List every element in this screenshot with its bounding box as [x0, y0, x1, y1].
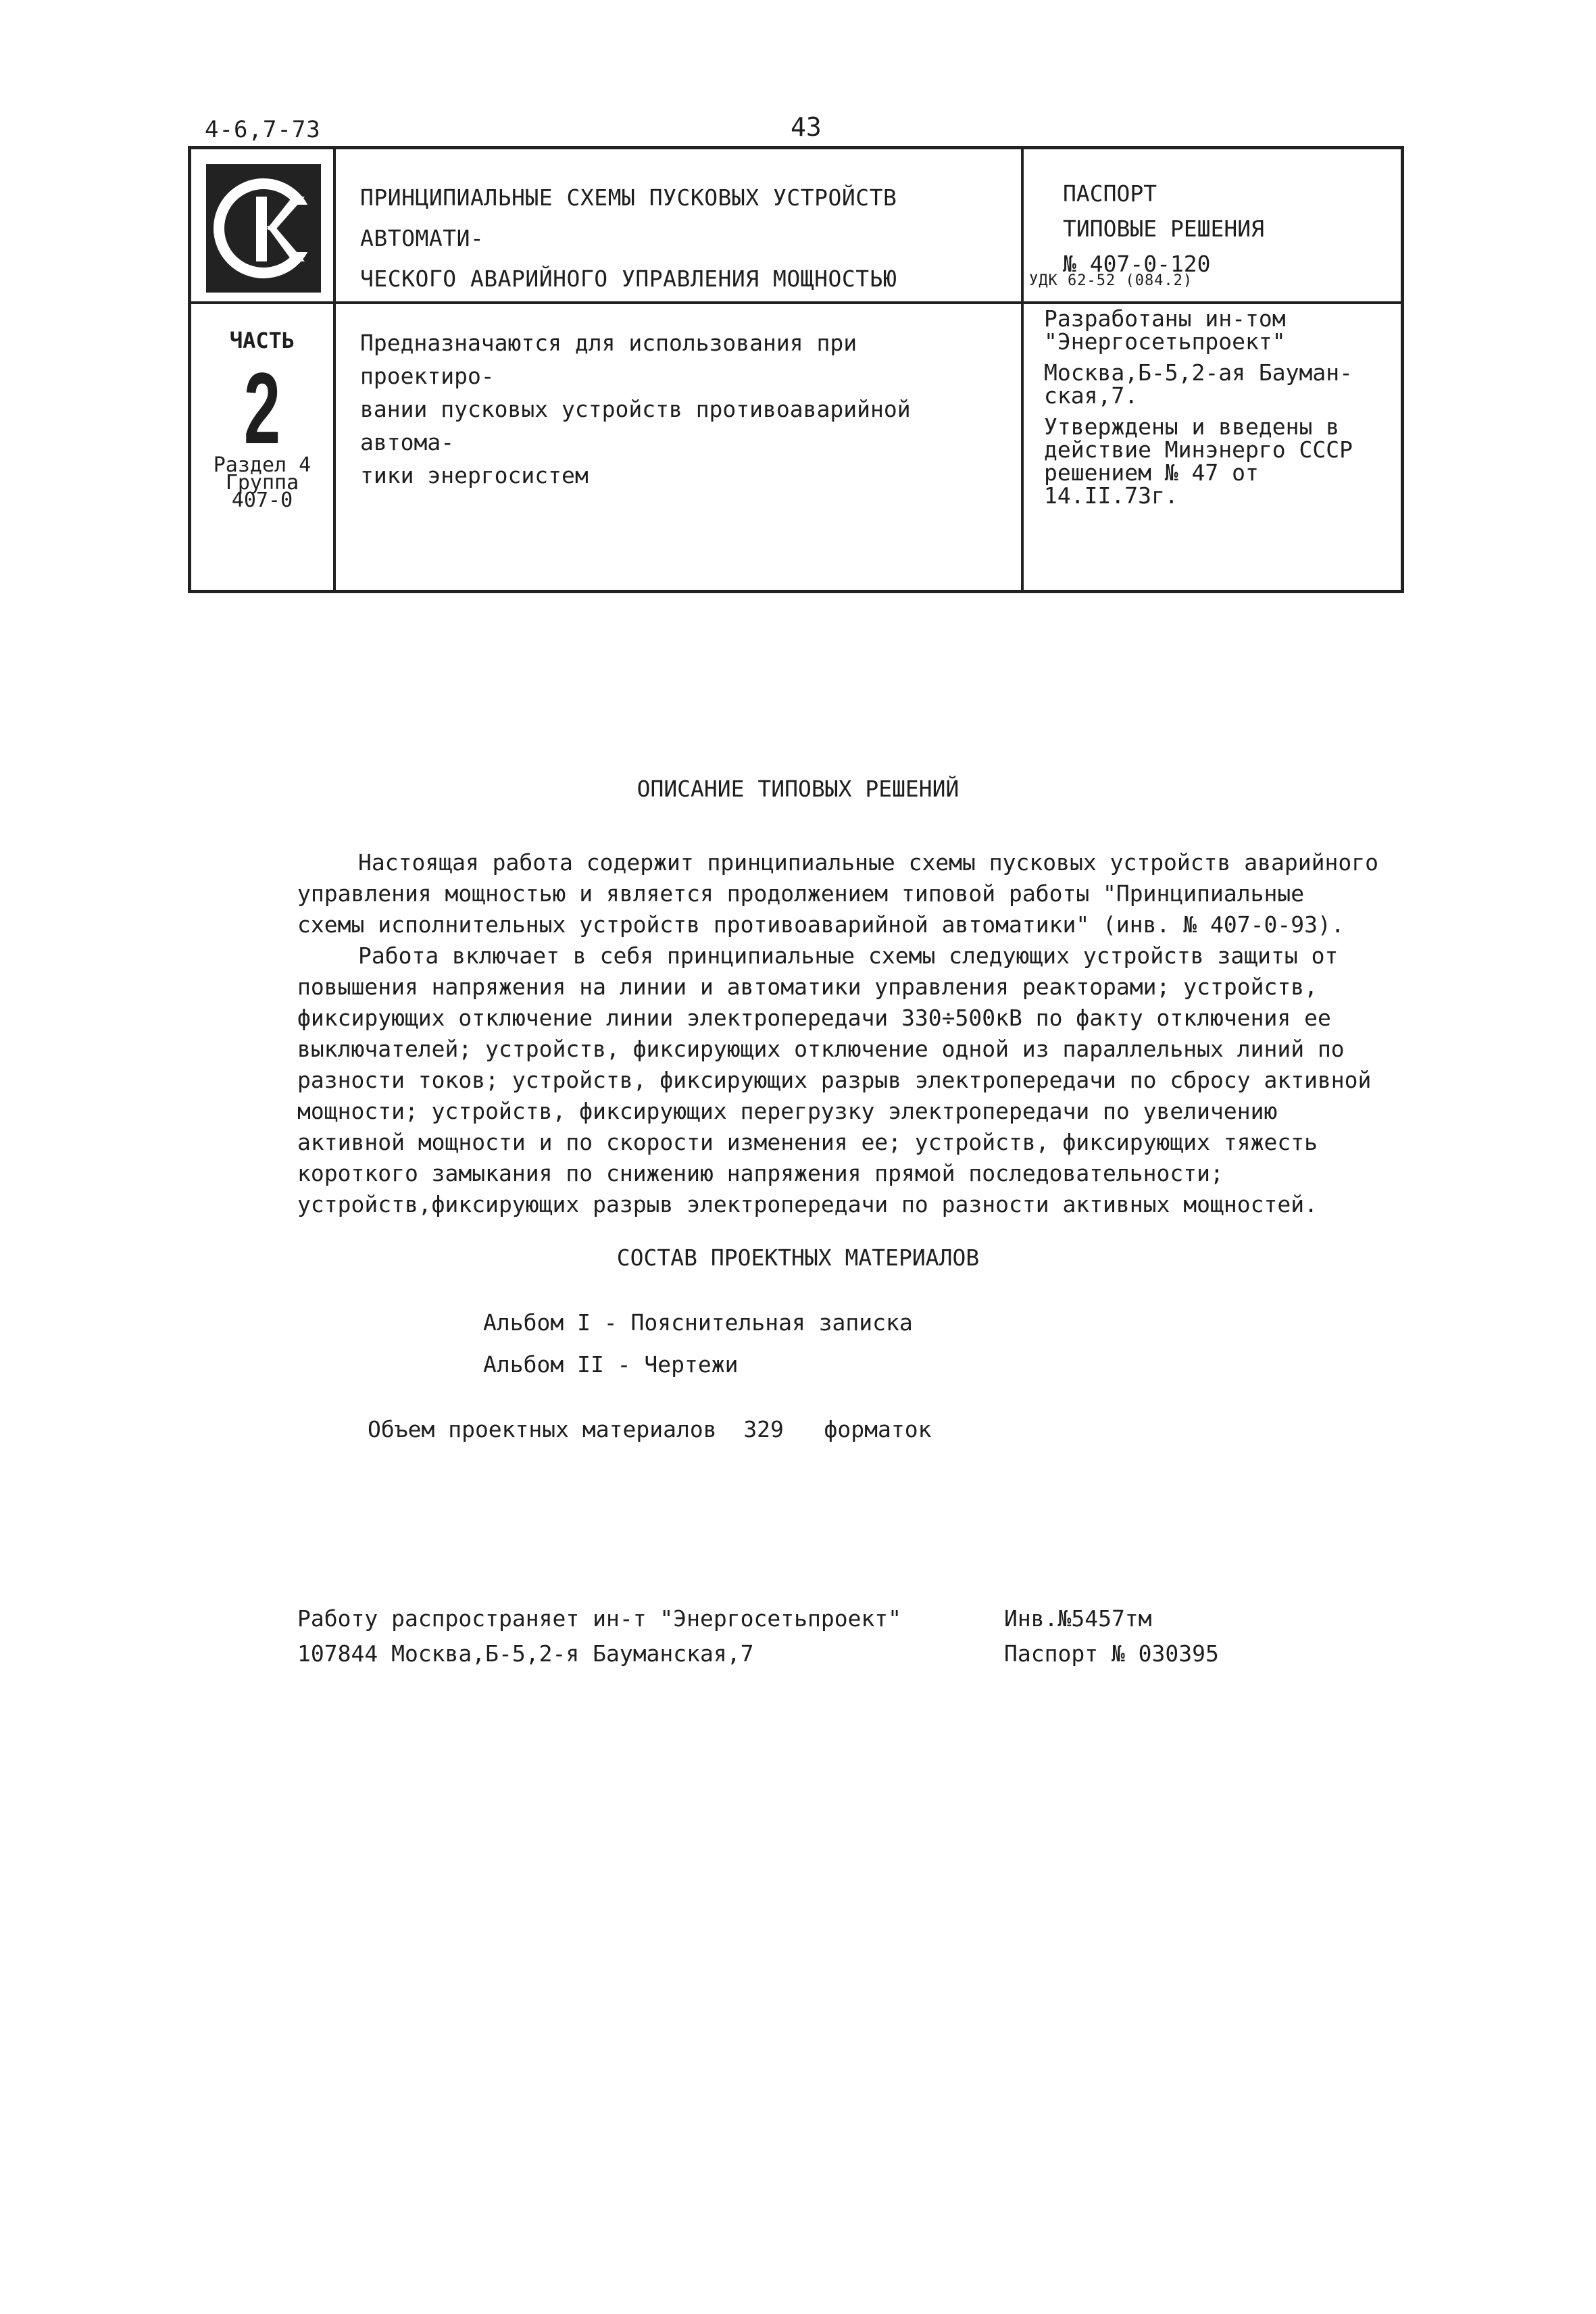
approval-info: действие Минэнерго СССР	[1044, 436, 1353, 463]
approval-info: решением № 47 от 14.II.73г.	[1044, 459, 1259, 509]
title-line: ПРИНЦИПИАЛЬНЫЕ СХЕМЫ ПУСКОВЫХ УСТРОЙСТВ АВТОМАТИ-	[360, 184, 897, 251]
purpose-line: вании пусковых устройств противоаварийной автома-	[360, 396, 911, 455]
passport-table	[188, 146, 1404, 593]
paragraph: Настоящая работа содержит принципиальные схемы пусковых устройств аварийного управления мощностью и является продолжением типовой работы "Принципиальные схемы исполнительных устройств противоаварийной автоматики" (инв. № 407-0-93).	[297, 849, 1378, 938]
inventory-number: Инв.№5457тм	[1004, 1605, 1152, 1632]
table-divider	[1021, 149, 1024, 590]
volume-label: Объем проектных материалов	[368, 1416, 717, 1442]
developer-address: Москва,Б-5,2-ая Бауман-	[1044, 359, 1353, 386]
table-divider	[333, 149, 336, 590]
developed-by: Разработаны ин-том	[1044, 305, 1286, 332]
volume-unit: форматок	[824, 1416, 932, 1442]
developer-name: "Энергосетьпроект"	[1044, 328, 1286, 355]
passport-info	[1063, 176, 1264, 282]
section-heading: ОПИСАНИЕ ТИПОВЫХ РЕШЕНИЙ	[637, 776, 959, 802]
purpose-line: тики энергосистем	[360, 462, 589, 488]
volume-count: 329	[743, 1416, 784, 1442]
distributor-address: 107844 Москва,Б-5,2-я Бауманская,7	[297, 1640, 754, 1667]
approval-info: Утверждены и введены в	[1044, 413, 1340, 440]
document-code: 4-6,7-73	[205, 116, 321, 143]
passport-number: Паспорт № 030395	[1004, 1640, 1219, 1667]
organization-logo	[206, 164, 321, 293]
purpose-line: Предназначаются для использования при проектиро-	[360, 330, 857, 389]
paragraph: Работа включает в себя принципиальные схемы следующих устройств защиты от повышения напряжения на линии и автоматики управления реакторами; устройств, фиксирующих отключение линии электропередачи 330÷500кВ по факту отключения ее выключателей; устройств, фиксирующих отключение одной из параллельных линий по разности токов; устройств, фиксирующих разрыв электропередачи по сбросу активной мощности; устройств, фиксирующих перегрузку электропередачи по увеличению активной мощности и по скорости изменения ее; устройств, фиксирующих тяжесть короткого замыкания по снижению напряжения прямой последовательности; устройств,фиксирующих разрыв электропередачи по разности активных мощностей.	[297, 942, 1372, 1217]
document-title	[360, 178, 995, 299]
page-number: 43	[791, 112, 822, 142]
part-label: ЧАСТЬ	[229, 328, 295, 353]
album-item: Альбом II - Чертежи	[483, 1351, 739, 1378]
solution-number: № 407-0-120	[1063, 251, 1211, 277]
group-label: Группа	[225, 471, 299, 495]
part-column	[191, 305, 333, 511]
distributor: Работу распространяет ин-т "Энергосетьпроект"	[297, 1605, 902, 1632]
materials-heading: СОСТАВ ПРОЕКТНЫХ МАТЕРИАЛОВ	[616, 1244, 980, 1271]
developer-address: ская,7.	[1044, 382, 1139, 409]
title-line: ЧЕСКОГО АВАРИЙНОГО УПРАВЛЕНИЯ МОЩНОСТЬЮ	[360, 266, 897, 292]
solutions-label: ТИПОВЫЕ РЕШЕНИЯ	[1063, 216, 1265, 242]
table-divider	[191, 301, 1401, 304]
developer-info	[1044, 307, 1395, 515]
registration-info	[1004, 1601, 1219, 1671]
passport-label: ПАСПОРТ	[1063, 180, 1157, 207]
description-body	[297, 847, 1378, 1220]
album-item: Альбом I - Пояснительная записка	[483, 1309, 913, 1336]
udk-code: УДК 62-52 (084.2)	[1029, 272, 1193, 289]
group-number: 407-0	[231, 488, 293, 512]
section-label: Раздел 4	[213, 453, 311, 477]
purpose-text	[360, 326, 1002, 492]
part-number: 2	[243, 351, 281, 465]
distributor-info	[297, 1601, 901, 1671]
materials-volume	[368, 1416, 931, 1442]
